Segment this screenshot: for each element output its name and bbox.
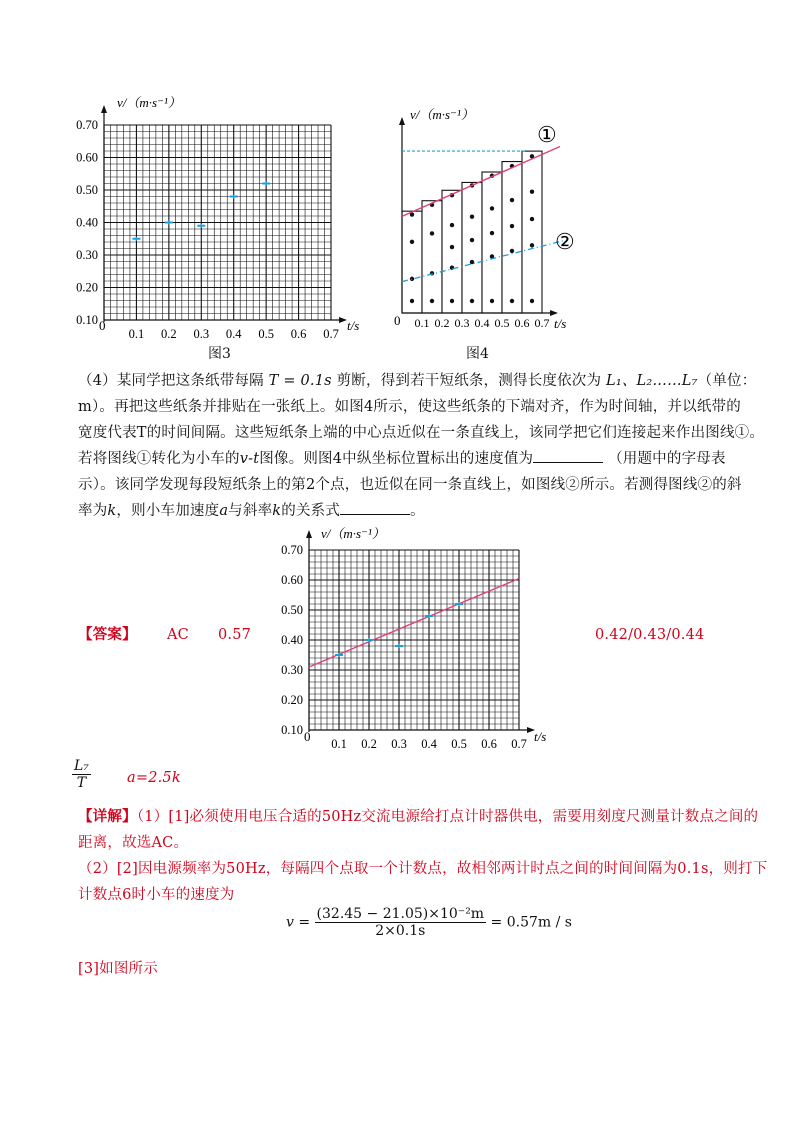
strip-dot xyxy=(530,299,534,303)
x-tick-label: 0.4 xyxy=(474,316,490,330)
y-tick-label: 0.20 xyxy=(76,280,98,295)
q4-line1-b: 剪断，得到若干短纸条，测得长度依次为 xyxy=(336,373,602,389)
q4-line6-a: 率为 xyxy=(78,503,108,519)
y-tick-label: 0.50 xyxy=(281,603,303,617)
x-axis-arrow xyxy=(339,317,347,323)
x-axis-label: t/s xyxy=(554,316,567,331)
q4-vt: v-t xyxy=(239,451,260,467)
x-tick-label: 0.3 xyxy=(454,316,470,330)
x-tick-label: 0.1 xyxy=(128,327,145,341)
origin-label: 0 xyxy=(394,313,401,328)
y-tick-label: 0.30 xyxy=(281,663,303,677)
q4-line4-a: 若将图线①转化为小车的 xyxy=(78,451,240,467)
q4-line2: m）。再把这些纸条并排贴在一张纸上。如图4所示，使这些纸条的下端对齐，作为时间轴，并以纸带的 xyxy=(78,399,741,415)
strip-dot xyxy=(410,277,414,281)
y-tick-label: 0.20 xyxy=(281,693,303,707)
answer-blank-2 xyxy=(340,500,410,515)
x-tick-label: 0.4 xyxy=(421,737,437,750)
y-tick-label: 0.30 xyxy=(76,248,98,262)
question4-text xyxy=(78,368,765,524)
q4-line5: 示）。该同学发现每段短纸条上的第2个点，也近似在同一条直线上，如图线②所示。若测得图线②的斜 xyxy=(78,477,742,493)
y-axis-arrow xyxy=(306,530,312,538)
q4-line4-b: 图像。则图4中纵坐标位置标出的速度值为 xyxy=(259,451,534,467)
x-tick-label: 0.5 xyxy=(494,316,510,330)
strip-dot xyxy=(450,245,454,249)
y-tick-label: 0.50 xyxy=(76,183,98,197)
answer-fraction xyxy=(72,758,91,791)
eq-numerator: (32.45 − 21.05)×10⁻²m xyxy=(316,906,485,922)
y-tick-label: 0.70 xyxy=(281,543,303,557)
x-tick-label: 0.5 xyxy=(258,327,274,341)
q4-line6-c: 与斜率 xyxy=(228,503,273,519)
x-tick-label: 0.1 xyxy=(414,316,430,330)
y-tick-label: 0.70 xyxy=(76,118,98,132)
paper-strip xyxy=(402,211,422,313)
strip-dot xyxy=(490,299,494,303)
line1-label: ① xyxy=(537,122,557,147)
q4-line6-e: 。 xyxy=(410,503,425,519)
q4-line6-d: 的关系式 xyxy=(281,503,341,519)
fraction-numerator: L₇ xyxy=(74,758,89,774)
strip-dot xyxy=(490,231,494,235)
x-tick-label: 0.6 xyxy=(290,327,307,341)
origin-label: 0 xyxy=(99,318,106,333)
strip-dot xyxy=(530,190,534,194)
x-tick-label: 0.3 xyxy=(391,737,407,750)
figure3-chart xyxy=(60,95,380,345)
x-tick-label: 0.6 xyxy=(514,316,530,330)
detail-line3: （2）[2]因电源频率为50Hz，每隔四个点取一个计数点，故相邻两计时点之间的时间间隔为0.1s，则打下 xyxy=(78,861,768,877)
x-tick-label: 0.2 xyxy=(161,327,177,341)
origin-label: 0 xyxy=(304,729,311,744)
strip-dot xyxy=(530,243,534,247)
strip-dot xyxy=(510,299,514,303)
answer-3: 0.42/0.43/0.44 xyxy=(595,627,705,643)
strip-dot xyxy=(470,215,474,219)
y-tick-label: 0.60 xyxy=(76,150,98,165)
paper-strip xyxy=(462,182,482,313)
strip-dot xyxy=(490,206,494,210)
strip-dot xyxy=(470,238,474,242)
strip-dot xyxy=(430,299,434,303)
q4-line4-c: （用题中的字母表 xyxy=(608,451,726,467)
strip-dot xyxy=(510,249,514,253)
x-tick-label: 0.5 xyxy=(451,737,467,750)
paper-strip xyxy=(502,162,522,313)
velocity-equation xyxy=(286,906,572,939)
x-tick-label: 0.2 xyxy=(434,316,450,330)
paper-strip xyxy=(482,172,502,313)
strip-dot xyxy=(510,198,514,202)
strip-dot xyxy=(450,223,454,227)
y-axis-arrow xyxy=(101,105,107,113)
answer-blank-1 xyxy=(533,448,603,463)
q4-k2: k xyxy=(272,503,282,519)
answer-2: 0.57 xyxy=(218,627,252,643)
answer-5: a=2.5k xyxy=(127,770,181,786)
eq-denominator: 2×0.1s xyxy=(375,923,426,939)
strip-dot xyxy=(530,217,534,221)
fraction-denominator: T xyxy=(76,775,87,791)
y-tick-label: 0.40 xyxy=(281,633,303,647)
q4-L: L₁、L₂……L₇ xyxy=(606,373,698,389)
paper-strip xyxy=(522,151,542,313)
y-axis-arrow xyxy=(399,117,405,125)
strip-dot xyxy=(410,240,414,244)
x-tick-label: 0.2 xyxy=(361,737,377,750)
y-tick-label: 0.10 xyxy=(76,313,98,327)
x-tick-label: 0.7 xyxy=(534,316,550,330)
x-axis-label: t/s xyxy=(534,729,547,744)
answer-1: AC xyxy=(167,627,189,643)
x-tick-label: 0.6 xyxy=(481,737,497,750)
y-tick-label: 0.40 xyxy=(76,215,98,230)
q4-k: k xyxy=(107,503,117,519)
figure4-chart xyxy=(390,95,590,340)
strip-dot xyxy=(450,299,454,303)
x-axis-label: t/s xyxy=(347,318,360,333)
detail-section xyxy=(78,804,768,908)
detail-line5: [3]如图所示 xyxy=(78,961,158,977)
x-tick-label: 0.3 xyxy=(193,327,210,341)
strip-dot xyxy=(510,224,514,228)
q4-T: T = 0.1s xyxy=(268,373,332,389)
detail-line1: （1）[1]必须使用电压合适的50Hz交流电源给打点计时器供电，需要用刻度尺测量计数点之间的 xyxy=(136,809,759,825)
strip-dot xyxy=(410,299,414,303)
detail-label: 【详解】 xyxy=(78,808,137,825)
x-tick-label: 0.4 xyxy=(225,327,242,341)
y-axis-label: v/（m·s⁻¹） xyxy=(410,107,474,122)
strip-dot xyxy=(430,231,434,235)
detail-line4: 计数点6时小车的速度为 xyxy=(78,887,235,903)
q4-line1-c: （单位： xyxy=(697,373,757,389)
y-tick-label: 0.60 xyxy=(281,573,303,587)
answer-chart xyxy=(268,525,568,750)
paper-strip xyxy=(442,190,462,313)
strip-dot xyxy=(470,299,474,303)
q4-line6-b: ，则小车加速度 xyxy=(116,503,220,519)
answer-label: 【答案】 xyxy=(78,626,137,643)
paper-strip xyxy=(422,201,442,313)
q4-line1-a: （4）某同学把这条纸带每隔 xyxy=(78,373,264,389)
q4-line3: 宽度代表T的时间间隔。这些短纸条上端的中心点近似在一条直线上，该同学把它们连接起来作出图线①。 xyxy=(78,425,765,441)
y-axis-label: v/（m·s⁻¹） xyxy=(117,95,181,110)
x-tick-label: 0.1 xyxy=(331,737,347,750)
detail-line2: 距离，故选AC。 xyxy=(78,835,189,851)
line2-label: ② xyxy=(555,229,575,254)
eq-result: = 0.57m / s xyxy=(490,914,572,931)
y-tick-label: 0.10 xyxy=(281,723,303,737)
q4-a: a xyxy=(219,503,229,519)
x-tick-label: 0.7 xyxy=(511,737,527,750)
x-tick-label: 0.7 xyxy=(323,327,339,341)
figure4-caption: 图4 xyxy=(466,346,489,362)
figure3-caption: 图3 xyxy=(208,346,231,362)
eq-lhs: v = xyxy=(286,914,311,931)
y-axis-label: v/（m·s⁻¹） xyxy=(321,526,385,541)
